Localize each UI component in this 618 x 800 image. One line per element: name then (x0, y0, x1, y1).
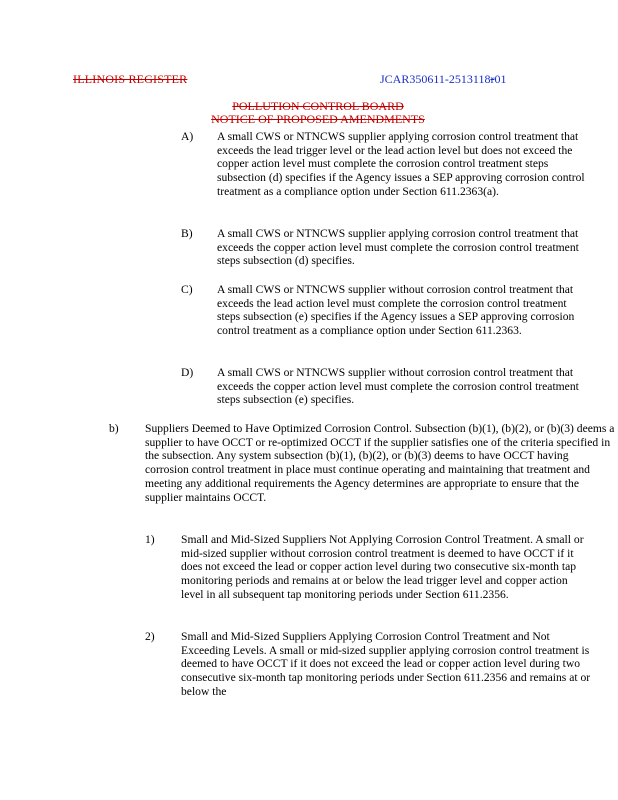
notice-title: NOTICE OF PROPOSED AMENDMENTS (211, 112, 425, 126)
jcar-code (380, 72, 506, 87)
paragraph-marker: 1) (145, 533, 155, 546)
subsection-marker: b) (109, 422, 119, 435)
paragraph-text: A small CWS or NTNCWS supplier without corrosion control treatment that exceeds the lead action level must complete the corrosion control treatment steps subsection (e) specifies if the Agency issues a SEP approving corrosion control treatment as a compliance option under Section 611.2363. (217, 283, 575, 338)
paragraph-marker: C) (181, 283, 193, 296)
subsection-text: Suppliers Deemed to Have Optimized Corrosion Control. Subsection (b)(1), (b)(2), or (b)(3) deems a supplier to have OCCT or re-optimized OCCT if the supplier satisfies one of the criteria specified in the subsection. Any system subsection (b)(1), (b)(2), or (b)(3) deems to have OCCT having corrosion control treatment in place must continue operating and maintaining that treatment and meeting any additional requirements the Agency determines are appropriate to ensure that the supplier maintains OCCT. (145, 422, 615, 504)
board-title: POLLUTION CONTROL BOARD (232, 99, 404, 113)
paragraph-text: A small CWS or NTNCWS supplier applying corrosion control treatment that exceeds the lead trigger level or the lead action level but does not exceed the copper action level must complete the corrosion control treatment steps subsection (d) specifies if the Agency issues a SEP approving corrosion control treatment as a compliance option under Section 611.2363(a). (217, 130, 585, 198)
paragraph-text: A small CWS or NTNCWS supplier applying corrosion control treatment that exceeds the copper action level must complete the corrosion control treatment steps subsection (d) specifies. (217, 227, 579, 268)
paragraph-marker: B) (181, 227, 193, 240)
paragraph-marker: A) (181, 130, 194, 143)
paragraph-marker: D) (181, 366, 194, 379)
paragraph-text: Small and Mid-Sized Suppliers Applying Corrosion Control Treatment and Not Exceeding Levels. A small or mid-sized supplier applying corrosion control treatment is deemed to have OCCT if it does not exceed the lead or copper action level during two consecutive six-month tap monitoring periods under Section 611.2356 and remains at or below the (181, 630, 591, 698)
register-title: ILLINOIS REGISTER (73, 72, 188, 86)
paragraph-text: A small CWS or NTNCWS supplier without corrosion control treatment that exceeds the copper action level must complete the corrosion control treatment steps subsection (e) specifies. (217, 366, 579, 407)
jcar-code-struck: r (490, 72, 495, 86)
paragraph-marker: 2) (145, 630, 155, 643)
jcar-code-tail: 01 (494, 72, 507, 86)
jcar-code-main: JCAR350611-2513118 (380, 72, 491, 86)
paragraph-text: Small and Mid-Sized Suppliers Not Applying Corrosion Control Treatment. A small or mid-sized supplier without corrosion control treatment is deemed to have OCCT if it does not exceed the lead or copper action level during two consecutive six-month tap monitoring periods and remains at or below the lead trigger level and copper action level in all subsequent tap monitoring periods under Section 611.2356. (181, 533, 584, 601)
